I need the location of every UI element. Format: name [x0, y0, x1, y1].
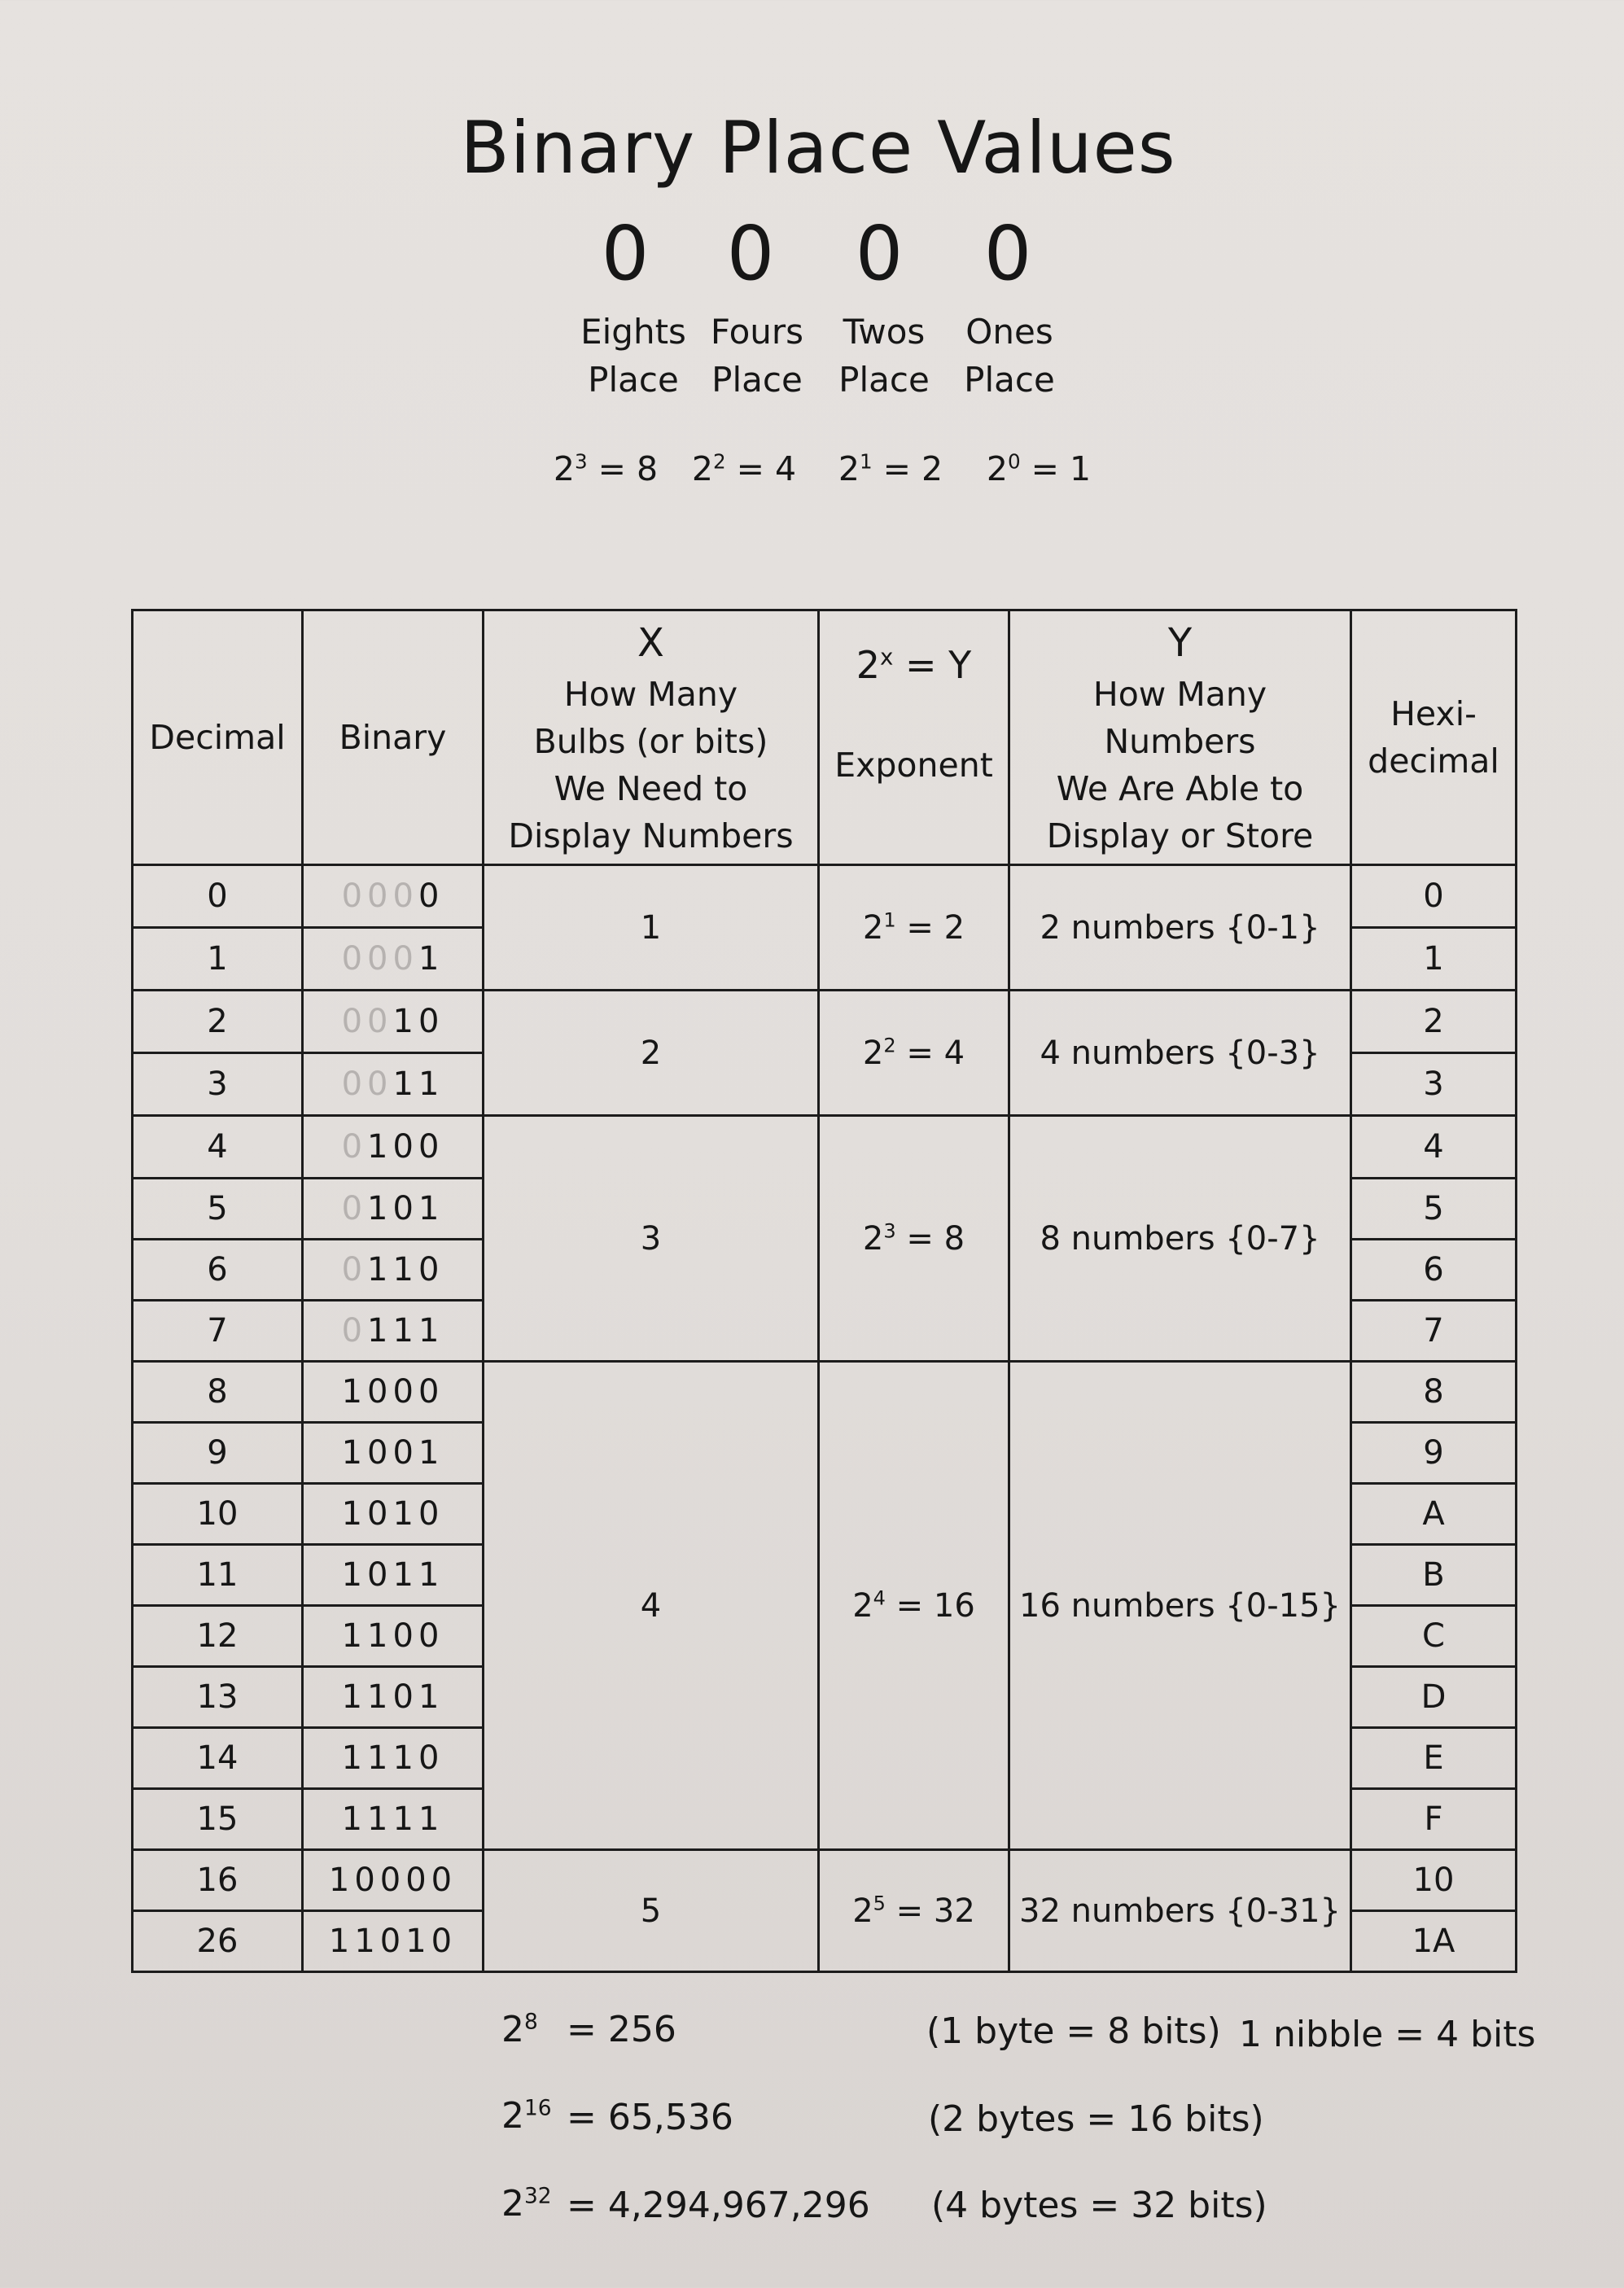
binary-cell — [303, 1545, 484, 1606]
header-hex — [1351, 610, 1517, 865]
binary-significant-digits: 101 — [367, 1190, 444, 1227]
bits-needed-cell: 3 — [484, 1116, 819, 1362]
power-value: = 4 — [736, 449, 797, 488]
binary-significant-digits: 1101 — [341, 1678, 444, 1716]
place-digit-twos: 0 — [855, 210, 904, 297]
header-x-line: How Many — [563, 675, 738, 714]
numbers-range-cell: 4 numbers {0-3} — [1009, 991, 1351, 1116]
binary-cell — [303, 1606, 484, 1667]
exponent-power: 1 — [883, 908, 896, 932]
binary-table — [131, 609, 1517, 1973]
exponent-base: 2 — [862, 908, 884, 947]
hex-cell: 8 — [1351, 1362, 1517, 1423]
binary-leading-zeros: 00 — [341, 1065, 393, 1103]
decimal-cell: 3 — [133, 1053, 303, 1116]
hex-cell: B — [1351, 1545, 1517, 1606]
footer-power-16 — [501, 2095, 552, 2137]
binary-significant-digits: 1010 — [341, 1495, 444, 1533]
hex-cell: F — [1351, 1789, 1517, 1850]
power-twos — [817, 449, 964, 488]
header-x-line: We Need to — [554, 769, 748, 808]
hex-cell: A — [1351, 1484, 1517, 1545]
footer-exponent: 32 — [524, 2183, 552, 2209]
footer-exponent: 16 — [524, 2095, 552, 2121]
power-base: 2 — [691, 449, 713, 488]
place-name-line: Fours — [710, 312, 804, 352]
binary-cell — [303, 1301, 484, 1362]
footer-power-8 — [501, 2009, 538, 2050]
decimal-cell: 9 — [133, 1423, 303, 1484]
header-y-title: Y — [1167, 620, 1193, 666]
decimal-cell: 2 — [133, 991, 303, 1053]
hex-cell: 2 — [1351, 991, 1517, 1053]
hex-cell: 6 — [1351, 1240, 1517, 1301]
exponent-base: 2 — [852, 1892, 873, 1930]
place-name-line: Place — [711, 360, 803, 400]
decimal-cell: 0 — [133, 865, 303, 928]
place-name-line: Eights — [580, 312, 686, 352]
binary-significant-digits: 1000 — [341, 1373, 444, 1411]
hex-cell: 9 — [1351, 1423, 1517, 1484]
binary-cell — [303, 1240, 484, 1301]
binary-cell — [303, 1484, 484, 1545]
binary-cell — [303, 1728, 484, 1789]
exponent-power: 4 — [873, 1586, 886, 1610]
exponent-power: 5 — [873, 1892, 886, 1915]
binary-significant-digits: 10 — [392, 1003, 444, 1040]
numbers-range-cell: 32 numbers {0-31} — [1009, 1850, 1351, 1972]
hex-cell: 3 — [1351, 1053, 1517, 1116]
exponent-cell — [819, 1116, 1009, 1362]
decimal-cell: 5 — [133, 1179, 303, 1240]
header-y-line: How Many — [1092, 675, 1267, 714]
binary-significant-digits: 1111 — [341, 1800, 444, 1838]
numbers-range-cell: 8 numbers {0-7} — [1009, 1116, 1351, 1362]
decimal-cell: 15 — [133, 1789, 303, 1850]
exponent-result: = 16 — [885, 1586, 975, 1625]
exponent-cell — [819, 1362, 1009, 1850]
exponent-cell — [819, 1850, 1009, 1972]
binary-significant-digits: 11010 — [328, 1923, 457, 1960]
bits-needed-cell: 2 — [484, 991, 819, 1116]
binary-cell — [303, 1667, 484, 1728]
place-name-eights — [568, 308, 698, 404]
binary-cell — [303, 865, 484, 928]
place-digit-ones: 0 — [983, 210, 1032, 297]
binary-significant-digits: 100 — [367, 1128, 444, 1166]
binary-leading-zeros: 000 — [341, 940, 418, 978]
exponent-base: 2 — [862, 1219, 884, 1258]
place-digit-fours: 0 — [726, 210, 775, 297]
place-name-fours — [692, 308, 822, 404]
footer-value-8: = 256 — [567, 2009, 676, 2050]
decimal-cell: 11 — [133, 1545, 303, 1606]
footer-base: 2 — [501, 2183, 524, 2225]
footer-base: 2 — [501, 2095, 524, 2137]
power-base: 2 — [838, 449, 860, 488]
exponent-result: = 2 — [895, 908, 965, 947]
place-digit-eights: 0 — [601, 210, 650, 297]
footer-nibble-note: 1 nibble = 4 bits — [1239, 2014, 1536, 2055]
header-numbers — [1009, 610, 1351, 865]
binary-significant-digits: 1001 — [341, 1434, 444, 1472]
binary-significant-digits: 110 — [367, 1251, 444, 1288]
header-x-title: X — [637, 620, 664, 666]
header-y-line: Display or Store — [1046, 816, 1314, 855]
footer-power-32 — [501, 2183, 552, 2225]
place-name-line: Twos — [843, 312, 926, 352]
power-value: = 1 — [1031, 449, 1092, 488]
binary-cell — [303, 1789, 484, 1850]
binary-cell — [303, 1053, 484, 1116]
hex-cell: C — [1351, 1606, 1517, 1667]
hex-cell: 1A — [1351, 1911, 1517, 1972]
exponent-power: 2 — [883, 1034, 896, 1057]
exponent-base: 2 — [852, 1586, 873, 1625]
hex-cell: 7 — [1351, 1301, 1517, 1362]
header-bits — [484, 610, 819, 865]
binary-leading-zeros: 0 — [341, 1251, 368, 1288]
decimal-cell: 6 — [133, 1240, 303, 1301]
binary-significant-digits: 10000 — [328, 1861, 457, 1899]
hex-cell: 10 — [1351, 1850, 1517, 1911]
place-name-line: Place — [588, 360, 679, 400]
binary-leading-zeros: 00 — [341, 1003, 393, 1040]
place-name-line: Place — [838, 360, 930, 400]
power-value: = 8 — [598, 449, 659, 488]
table-body — [133, 865, 1517, 1972]
exponent-power: 3 — [883, 1219, 896, 1243]
header-hex-line: decimal — [1368, 742, 1499, 781]
header-binary: Binary — [303, 610, 484, 865]
exponent-result: = 4 — [895, 1034, 965, 1072]
header-exponent — [819, 610, 1009, 865]
footer-value-32: = 4,294,967,296 — [567, 2185, 870, 2226]
binary-leading-zeros: 0 — [341, 1128, 368, 1166]
numbers-range-cell: 2 numbers {0-1} — [1009, 865, 1351, 991]
decimal-cell: 10 — [133, 1484, 303, 1545]
power-fours — [671, 449, 817, 488]
footer-exponent: 8 — [524, 2009, 538, 2035]
hex-cell: 4 — [1351, 1116, 1517, 1179]
binary-leading-zeros: 0 — [341, 1190, 368, 1227]
binary-cell — [303, 1116, 484, 1179]
place-name-line: Ones — [965, 312, 1053, 352]
exponent-cell — [819, 865, 1009, 991]
hex-cell: 0 — [1351, 865, 1517, 928]
hex-cell: 5 — [1351, 1179, 1517, 1240]
table-row — [133, 1362, 1517, 1423]
header-hex-line: Hexi- — [1390, 694, 1477, 733]
power-value: = 2 — [882, 449, 943, 488]
power-eights — [532, 449, 679, 488]
power-ones — [965, 449, 1112, 488]
place-name-ones — [944, 308, 1075, 404]
header-x-line: Bulbs (or bits) — [533, 722, 768, 761]
header-exp-label: Exponent — [834, 746, 993, 785]
header-y-line: Numbers — [1104, 722, 1256, 761]
power-base: 2 — [986, 449, 1008, 488]
exponent-result: = 8 — [895, 1219, 965, 1258]
table-row — [133, 1116, 1517, 1179]
binary-significant-digits: 111 — [367, 1312, 444, 1350]
power-exponent: 3 — [574, 449, 588, 474]
decimal-cell: 26 — [133, 1911, 303, 1972]
header-decimal: Decimal — [133, 610, 303, 865]
decimal-cell: 4 — [133, 1116, 303, 1179]
power-exponent: 2 — [712, 449, 726, 474]
footer-value-16: = 65,536 — [567, 2097, 733, 2138]
decimal-cell: 13 — [133, 1667, 303, 1728]
binary-significant-digits: 1100 — [341, 1617, 444, 1655]
hex-cell: E — [1351, 1728, 1517, 1789]
decimal-cell: 8 — [133, 1362, 303, 1423]
header-y-line: We Are Able to — [1056, 769, 1304, 808]
decimal-cell: 1 — [133, 928, 303, 991]
decimal-cell: 7 — [133, 1301, 303, 1362]
binary-cell — [303, 1362, 484, 1423]
binary-significant-digits: 11 — [392, 1065, 444, 1103]
power-exponent: 1 — [859, 449, 873, 474]
bits-needed-cell: 1 — [484, 865, 819, 991]
decimal-cell: 12 — [133, 1606, 303, 1667]
footer-note-32: (4 bytes = 32 bits) — [931, 2185, 1267, 2226]
binary-significant-digits: 1110 — [341, 1739, 444, 1777]
numbers-range-cell: 16 numbers {0-15} — [1009, 1362, 1351, 1850]
footer-note-8: (1 byte = 8 bits) — [926, 2010, 1221, 2052]
binary-cell — [303, 1911, 484, 1972]
hex-cell: D — [1351, 1667, 1517, 1728]
power-base: 2 — [553, 449, 575, 488]
binary-leading-zeros: 0 — [341, 1312, 368, 1350]
page-title: Binary Place Values — [460, 106, 1176, 190]
header-exp-base: 2 — [856, 643, 881, 687]
header-exp-sup: x — [880, 643, 894, 671]
binary-leading-zeros: 000 — [341, 877, 418, 915]
table-row — [133, 865, 1517, 928]
binary-significant-digits: 1011 — [341, 1556, 444, 1594]
binary-cell — [303, 1423, 484, 1484]
header-x-line: Display Numbers — [508, 816, 794, 855]
header-exp-formula — [820, 637, 1008, 693]
hex-cell: 1 — [1351, 928, 1517, 991]
binary-cell — [303, 1179, 484, 1240]
exponent-result: = 32 — [885, 1892, 975, 1930]
binary-significant-digits: 1 — [418, 940, 444, 978]
bits-needed-cell: 5 — [484, 1850, 819, 1972]
footer-note-16: (2 bytes = 16 bits) — [928, 2098, 1264, 2140]
place-name-line: Place — [964, 360, 1055, 400]
binary-significant-digits: 0 — [418, 877, 444, 915]
header-exp-rest: = Y — [893, 643, 972, 687]
table-row — [133, 991, 1517, 1053]
binary-cell — [303, 1850, 484, 1911]
footer-base: 2 — [501, 2009, 524, 2050]
table-row — [133, 1850, 1517, 1911]
exponent-base: 2 — [862, 1034, 884, 1072]
binary-cell — [303, 928, 484, 991]
decimal-cell: 14 — [133, 1728, 303, 1789]
header-row — [133, 610, 1517, 865]
place-name-twos — [819, 308, 949, 404]
bits-needed-cell: 4 — [484, 1362, 819, 1850]
power-exponent: 0 — [1007, 449, 1021, 474]
exponent-cell — [819, 991, 1009, 1116]
decimal-cell: 16 — [133, 1850, 303, 1911]
binary-cell — [303, 991, 484, 1053]
